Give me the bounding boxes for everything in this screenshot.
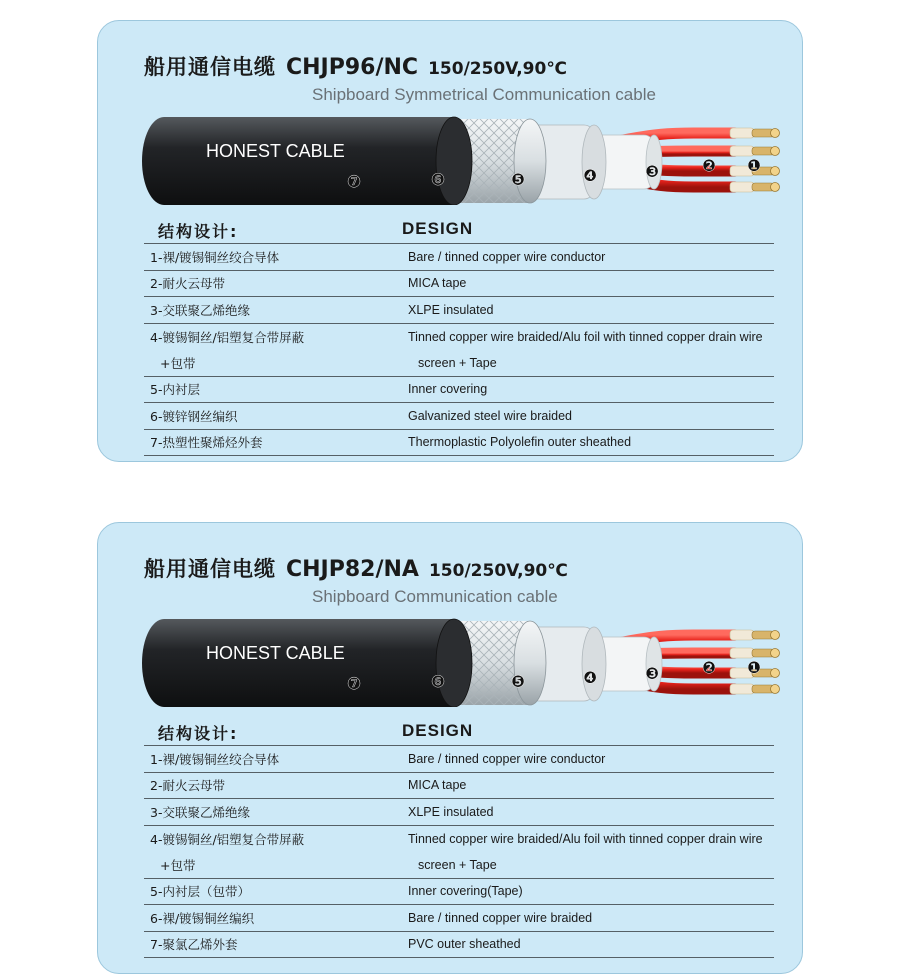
- layer-marker-1: ❶: [746, 156, 762, 175]
- row-en: XLPE insulated: [408, 804, 494, 819]
- row-en: XLPE insulated: [408, 302, 494, 317]
- conductor-end: [771, 631, 780, 640]
- layer-marker-2: ❷: [701, 658, 717, 677]
- row-cn: 7-聚氯乙烯外套: [150, 937, 238, 953]
- row-en: Inner covering(Tape): [408, 884, 523, 899]
- row-cn: 1-裸/镀锡铜丝绞合导体: [150, 751, 280, 767]
- design-table: [144, 243, 774, 456]
- row-en: PVC outer sheathed: [408, 937, 521, 952]
- table-row: [144, 879, 774, 906]
- cable-cross-section-illustration: [134, 615, 784, 707]
- table-row: [144, 905, 774, 932]
- mica-tape: [730, 146, 754, 156]
- product-subtitle: Shipboard Symmetrical Communication cable: [312, 85, 656, 104]
- layer-marker-6: ❻: [430, 170, 446, 189]
- product-model: CHJP96/NC: [286, 55, 419, 80]
- row-en: MICA tape: [408, 778, 467, 793]
- layer-marker-3: ❸: [644, 162, 660, 181]
- conductor-end: [771, 129, 780, 138]
- row-en: Tinned copper wire braided/Alu foil with tinned copper drain wire: [408, 831, 763, 846]
- row-cn: 6-镀锌钢丝编织: [150, 408, 238, 424]
- row-cn: 4-镀锡铜丝/铝塑复合带屏蔽: [150, 329, 305, 345]
- product-subtitle: Shipboard Communication cable: [312, 587, 558, 606]
- brand-label: HONEST CABLE: [206, 643, 345, 663]
- product-rating: 150/250V,90℃: [428, 561, 568, 581]
- row-cn: 4-镀锡铜丝/铝塑复合带屏蔽: [150, 831, 305, 847]
- design-header-en: DESIGN: [402, 721, 474, 740]
- layer-marker-7: ❼: [346, 172, 362, 191]
- row-cn: +包带: [160, 857, 196, 873]
- conductor-end: [771, 649, 780, 658]
- row-cn: 5-内衬层: [150, 382, 200, 398]
- table-row: [144, 799, 774, 826]
- conductor-end: [771, 167, 780, 176]
- design-header-cn: 结构设计:: [158, 222, 239, 241]
- row-cn: 2-耐火云母带: [150, 276, 225, 292]
- table-row: [144, 350, 774, 377]
- row-en: screen + Tape: [418, 857, 497, 872]
- layer-marker-5: ❺: [510, 672, 526, 691]
- conductor-end: [771, 685, 780, 694]
- row-cn: 2-耐火云母带: [150, 778, 225, 794]
- table-row: [144, 826, 774, 853]
- row-cn: 6-裸/镀锡铜丝编织: [150, 910, 255, 926]
- layer-marker-1: ❶: [746, 658, 762, 677]
- brand-label: HONEST CABLE: [206, 141, 345, 161]
- layer-marker-4: ❹: [582, 166, 598, 185]
- table-row: [144, 377, 774, 404]
- table-row: [144, 746, 774, 773]
- product-model: CHJP82/NA: [286, 557, 419, 582]
- row-en: Tinned copper wire braided/Alu foil with tinned copper drain wire: [408, 329, 763, 344]
- product-title: [144, 553, 568, 583]
- row-en: MICA tape: [408, 276, 467, 291]
- mica-tape: [730, 684, 754, 694]
- table-row: [144, 852, 774, 879]
- mica-tape: [730, 648, 754, 658]
- row-cn: 1-裸/镀锡铜丝绞合导体: [150, 249, 280, 265]
- table-row: [144, 430, 774, 457]
- table-row: [144, 297, 774, 324]
- mica-tape: [730, 182, 754, 192]
- cable-cross-section-illustration: [134, 113, 784, 205]
- outer-sheath-layer: [142, 619, 454, 707]
- row-cn: 3-交联聚乙烯绝缘: [150, 302, 250, 318]
- design-table: [144, 745, 774, 958]
- table-row: [144, 244, 774, 271]
- table-row: [144, 932, 774, 959]
- conductor-end: [771, 669, 780, 678]
- product-title: [144, 51, 567, 81]
- conductor-end: [771, 183, 780, 192]
- row-cn: +包带: [160, 355, 196, 371]
- design-header-en: DESIGN: [402, 219, 474, 238]
- table-row: [144, 403, 774, 430]
- outer-sheath-layer: [142, 117, 454, 205]
- layer-marker-6: ❻: [430, 672, 446, 691]
- row-cn: 7-热塑性聚烯烃外套: [150, 435, 263, 451]
- row-en: Galvanized steel wire braided: [408, 408, 572, 423]
- product-card-chjp82: [97, 522, 803, 974]
- product-title-cn: 船用通信电缆: [144, 55, 276, 79]
- row-en: Bare / tinned copper wire conductor: [408, 751, 606, 766]
- table-row: [144, 324, 774, 351]
- layer-marker-2: ❷: [701, 156, 717, 175]
- layer-marker-3: ❸: [644, 664, 660, 683]
- table-row: [144, 773, 774, 800]
- row-en: screen + Tape: [418, 355, 497, 370]
- mica-tape: [730, 630, 754, 640]
- table-row: [144, 271, 774, 298]
- row-en: Bare / tinned copper wire conductor: [408, 249, 606, 264]
- product-card-chjp96: [97, 20, 803, 462]
- row-cn: 5-内衬层（包带）: [150, 884, 250, 900]
- product-rating: 150/250V,90℃: [428, 59, 567, 79]
- layer-marker-7: ❼: [346, 674, 362, 693]
- product-title-cn: 船用通信电缆: [144, 557, 276, 581]
- layer-marker-4: ❹: [582, 668, 598, 687]
- row-en: Inner covering: [408, 382, 488, 397]
- layer-marker-5: ❺: [510, 170, 526, 189]
- design-header-cn: 结构设计:: [158, 724, 239, 743]
- row-cn: 3-交联聚乙烯绝缘: [150, 804, 250, 820]
- row-en: Thermoplastic Polyolefin outer sheathed: [408, 435, 632, 450]
- row-en: Bare / tinned copper wire braided: [408, 910, 593, 925]
- mica-tape: [730, 128, 754, 138]
- conductor-end: [771, 147, 780, 156]
